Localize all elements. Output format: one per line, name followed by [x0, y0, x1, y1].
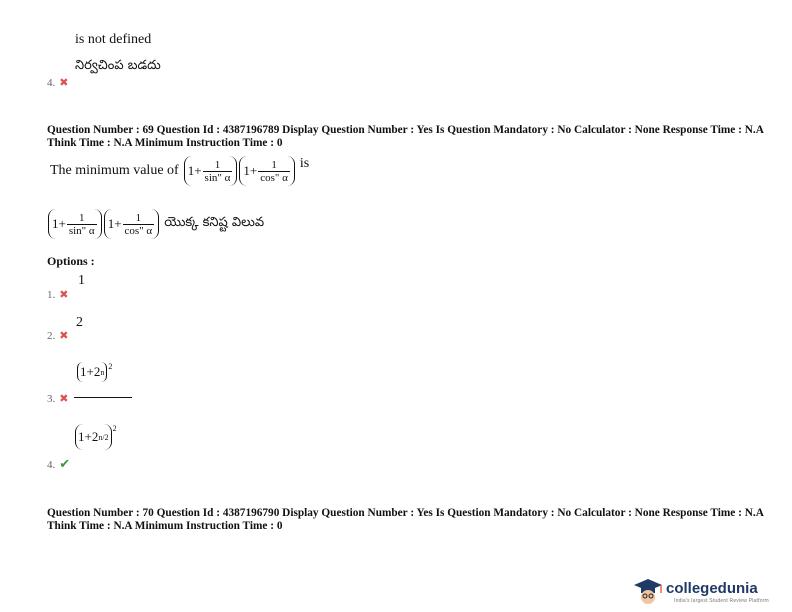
option-4-base: 1+2 — [78, 429, 99, 444]
option-3-fraction-bar — [74, 397, 132, 398]
option-3-exp: n — [100, 367, 105, 377]
fraction-numerator: 1 — [214, 158, 221, 171]
question-header-70: Question Number : 70 Question Id : 4387196790 Display Question Number : Yes Is Question Mandatory : No Calculator : None Response Time : N.A Think Time : N.A Minimum Instruction Time : 0 — [47, 507, 764, 532]
option-number: 3. — [47, 393, 56, 405]
option-4-outer-exp: 2 — [112, 424, 117, 433]
fraction-numerator: 1 — [135, 211, 142, 224]
logo-tagline: India's largest Student Review Platform — [674, 598, 769, 604]
option-number: 2. — [47, 330, 56, 342]
option-4-exp: n/2 — [98, 432, 109, 442]
prev-option-text-te: నిర్వచింప బడదు — [75, 58, 161, 73]
option-3-outer-exp: 2 — [108, 362, 113, 371]
question-header-69: Question Number : 69 Question Id : 4387196789 Display Question Number : Yes Is Question Mandatory : No Calculator : None Response Time : N.A Think Time : N.A Minimum Instruction Time : 0 — [47, 124, 764, 149]
graduate-cap-icon — [632, 577, 664, 607]
option-1-marker[interactable] — [47, 285, 68, 303]
option-3-paren — [77, 362, 107, 382]
option-number: 4. — [47, 77, 56, 89]
fraction-sin — [203, 159, 233, 184]
fraction-numerator: 1 — [79, 211, 85, 224]
prompt-suffix: is — [299, 156, 310, 171]
option-number: 1. — [47, 289, 56, 301]
option-2-marker[interactable] — [47, 326, 68, 344]
logo-name: collegedunia — [666, 580, 758, 597]
collegedunia-logo — [632, 577, 782, 607]
cross-icon: ✖ — [59, 288, 69, 301]
option-3-value — [76, 362, 112, 382]
option-1-value: 1 — [78, 273, 85, 288]
fraction-denominator: cos" α — [124, 224, 153, 237]
one-plus: 1+ — [52, 216, 66, 231]
option-4-paren — [75, 424, 112, 450]
option-4-value — [74, 424, 117, 450]
options-label: Options : — [47, 254, 95, 268]
one-plus: 1+ — [243, 163, 258, 178]
paren-cos — [239, 156, 295, 186]
fraction-denominator: sin" α — [204, 171, 231, 184]
prev-option-marker — [47, 73, 68, 91]
question-prompt-te — [47, 209, 264, 239]
prev-option-text-en: is not defined — [75, 32, 152, 47]
one-plus: 1+ — [107, 216, 122, 231]
option-3-base: 1+2 — [80, 364, 101, 379]
telugu-suffix: యొక్క కనిష్ట విలువ — [164, 215, 265, 230]
cross-icon: ✖ — [59, 329, 69, 342]
one-plus: 1+ — [187, 163, 202, 178]
fraction-denominator: sin" α — [68, 224, 95, 237]
paren-cos — [104, 209, 160, 239]
question-prompt-en — [50, 156, 309, 186]
check-icon: ✔ — [59, 457, 71, 472]
option-4-marker[interactable] — [47, 455, 70, 473]
cross-icon: ✖ — [59, 392, 69, 405]
fraction-cos — [258, 159, 290, 184]
option-2-value: 2 — [76, 315, 83, 330]
prompt-prefix: The minimum value of — [50, 163, 179, 178]
paren-sin — [184, 156, 238, 186]
fraction-sin — [67, 212, 97, 237]
option-number: 4. — [47, 459, 56, 471]
paren-sin — [48, 209, 102, 239]
cross-icon: ✖ — [59, 76, 69, 89]
fraction-numerator: 1 — [271, 158, 277, 171]
option-3-marker[interactable] — [47, 389, 68, 407]
fraction-cos — [123, 212, 155, 237]
fraction-denominator: cos" α — [260, 171, 288, 184]
